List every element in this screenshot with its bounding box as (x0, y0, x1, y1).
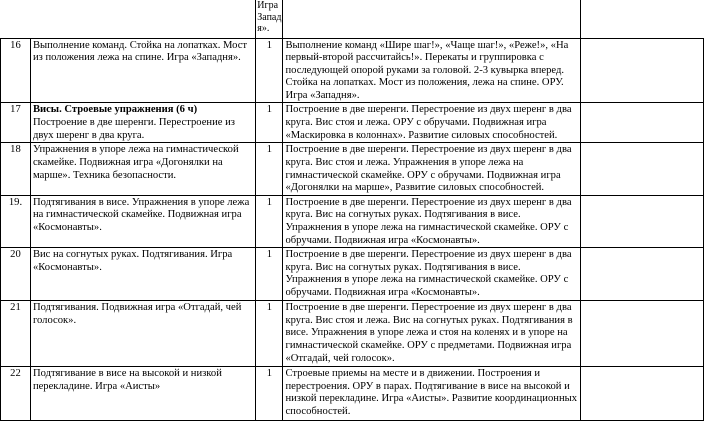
section-heading: Висы. Строевые упражнения (6 ч) (32, 104, 198, 116)
notes-cell (580, 367, 703, 421)
notes-cell (580, 301, 703, 367)
lesson-number: 21 (1, 301, 31, 367)
lesson-content: Выполнение команд «Шире шаг!», «Чаще шаг!», «Реже!», «На первый-второй рассчитайсь!». Перекаты и группировка с последующей опорой руками за головой. 2-3 кувырка вперед. Стойка на лопатках. Мост из положения, лежа на спине. ОРУ. Игра «Западня». (283, 38, 580, 103)
table-row (1, 248, 704, 301)
lesson-topic: Упражнения в упоре лежа на гимнастической скамейке. Подвижная игра «Догонялки на марше». Техника безопасности. (30, 143, 255, 195)
notes-cell (580, 195, 703, 247)
lesson-number: 16 (1, 38, 31, 103)
table-row-fragment (1, 0, 704, 38)
lesson-number: 18 (1, 143, 31, 195)
table-row (1, 143, 704, 195)
lesson-content: Построение в две шеренги. Перестроение из двух шеренг в два круга. Вис стоя и лежа. Упражнения в упоре лежа на гимнастической скамейке. ОРУ с обручами. Подвижная игра «Догонялки на марше», Развитие силовых способностей. (283, 143, 580, 195)
lesson-topic: Подтягивание в висе на высокой и низкой перекладине. Игра «Аисты» (30, 367, 255, 421)
table-row (1, 367, 704, 421)
lesson-topic: Вис на согнутых руках. Подтягивания. Игра «Космонавты». (30, 248, 255, 301)
notes-cell (580, 248, 703, 301)
lesson-number: 20 (1, 248, 31, 301)
lesson-hours: 1 (256, 301, 283, 367)
fragment-line: я». (257, 23, 270, 34)
notes-cell (580, 38, 703, 103)
lesson-hours: 1 (256, 195, 283, 247)
notes-cell (580, 103, 703, 143)
lesson-topic: Построение в две шеренги. Перестроение из двух шеренг в два круга. (32, 117, 235, 141)
lesson-content: Построение в две шеренги. Перестроение из двух шеренг в два круга. Вис стоя и лежа. Вис на согнутых руках. Подтягивания в висе. Упражнения в упоре лежа и стоя на коленях и в упоре на гимнастической скамейке. ОРУ с предметами. Подвижная игра «Отгадай, чей голосок». (283, 301, 580, 367)
lesson-topic: Подтягивания. Подвижная игра «Отгадай, чей голосок». (30, 301, 255, 367)
lesson-hours: 1 (256, 248, 283, 301)
lesson-number: 22 (1, 367, 31, 421)
lesson-hours: 1 (256, 38, 283, 103)
fragment-line: Запад (257, 11, 282, 23)
fragment-cell (256, 0, 283, 38)
lesson-hours: 1 (256, 143, 283, 195)
lesson-number: 19. (1, 195, 31, 247)
lesson-content: Строевые приемы на месте и в движении. Построения и перестроения. ОРУ в парах. Подтягивание в висе на высокой и низкой перекладине. Игра «Аисты». Развитие координационных способностей. (283, 367, 580, 421)
lesson-topic: Подтягивания в висе. Упражнения в упоре лежа на гимнастической скамейке. Подвижная игра «Космонавты». (30, 195, 255, 247)
lesson-topic: Выполнение команд. Стойка на лопатках. Мост из положения лежа на спине. Игра «Западня». (30, 38, 255, 103)
table-row (1, 195, 704, 247)
lesson-topic-cell (30, 103, 255, 143)
table-row (1, 38, 704, 103)
notes-cell (580, 143, 703, 195)
lesson-hours: 1 (256, 103, 283, 143)
lesson-number: 17 (1, 103, 31, 143)
lesson-content: Построение в две шеренги. Перестроение из двух шеренг в два круга. Вис стоя и лежа. ОРУ с обручами. Подвижная игра «Маскировка в колоннах». Развитие силовых способностей. (283, 103, 580, 143)
lesson-hours: 1 (256, 367, 283, 421)
table-row (1, 301, 704, 367)
lesson-content: Построение в две шеренги. Перестроение из двух шеренг в два круга. Вис на согнутых руках. Подтягивания в висе. Упражнения в упоре лежа на гимнастической скамейке. ОРУ с обручами. Подвижная игра «Космонавты». (283, 195, 580, 247)
table-row (1, 103, 704, 143)
fragment-line: Игра (257, 0, 279, 11)
lesson-content: Построение в две шеренги. Перестроение из двух шеренг в два круга. Вис на согнутых руках. Подтягивания в висе. Упражнения в упоре лежа на гимнастической скамейке. ОРУ с обручами. Подвижная игра «Космонавты». (283, 248, 580, 301)
